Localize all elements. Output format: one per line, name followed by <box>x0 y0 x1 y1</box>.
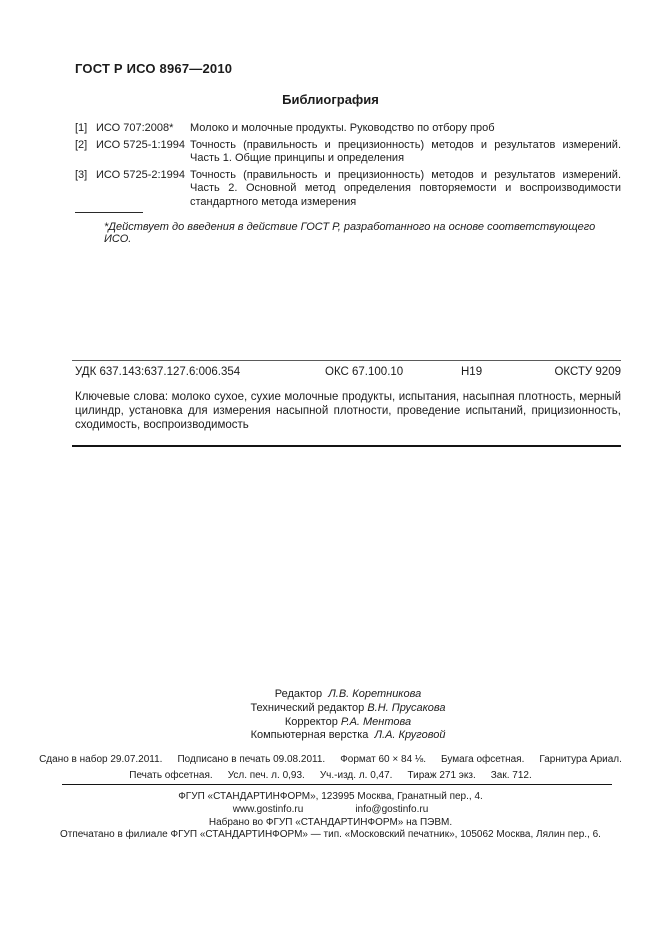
okstu-code: ОКСТУ 9209 <box>554 366 621 378</box>
colophon-divider <box>62 784 612 785</box>
entry-title: Молоко и молочные продукты. Руководство по отбору проб <box>190 122 495 134</box>
footnote-text: *Действует до введения в действие ГОСТ Р, разработанного на основе соответствующего ИСО. <box>104 221 596 245</box>
codes-divider <box>72 360 621 361</box>
bibliography-list <box>75 122 621 212</box>
imprint-publisher-sheets: Уч.-изд. л. 0,47. <box>319 770 393 781</box>
publisher-website: www.gostinfo.ru <box>232 803 304 815</box>
imprint-signed-date: Подписано в печать 09.08.2011. <box>177 754 326 765</box>
imprint-printed-sheets: Усл. печ. л. 0,93. <box>227 770 305 781</box>
section-title: Библиография <box>282 92 379 107</box>
imprint-typeface: Гарнитура Ариал. <box>539 754 622 765</box>
print-imprint-line1 <box>0 754 661 765</box>
imprint-print-method: Печать офсетная. <box>129 770 213 781</box>
imprint-paper: Бумага офсетная. <box>441 754 525 765</box>
entry-standard-code: ИСО 5725-1:1994 <box>96 138 185 151</box>
keywords-paragraph: Ключевые слова: молоко сухое, сухие молочные продукты, испытания, насыпная плотность, мерный цилиндр, установка для измерения насыпной плотности, проведение испытаний, прицизионность, сходимость, воспроизводимость <box>75 391 621 431</box>
imprint-typeset-date: Сдано в набор 29.07.2011. <box>39 754 163 765</box>
publisher-address: ФГУП «СТАНДАРТИНФОРМ», 123995 Москва, Гранатный пер., 4. <box>178 791 483 802</box>
entry-ref: [2] <box>75 138 88 151</box>
imprint-format: Формат 60 × 84 ⅛. <box>340 754 427 765</box>
imprint-circulation: Тираж 271 экз. <box>407 770 476 781</box>
publisher-printed-note: Отпечатано в филиале ФГУП «СТАНДАРТИНФОРМ» — тип. «Московский печатник», 105062 Москва, Лялин пер., 6. <box>60 829 601 841</box>
publisher-email: info@gostinfo.ru <box>355 803 429 815</box>
publisher-typeset-note: Набрано во ФГУП «СТАНДАРТИНФОРМ» на ПЭВМ. <box>208 816 453 828</box>
imprint-order-number: Зак. 712. <box>490 770 532 781</box>
staff-name: Р.А. Ментова <box>340 715 412 728</box>
footnote-rule <box>75 212 143 213</box>
staff-name: В.Н. Прусакова <box>367 701 446 714</box>
staff-line <box>75 716 621 730</box>
staff-role: Технический редактор <box>250 701 365 714</box>
staff-name: Л.А. Круговой <box>374 729 446 742</box>
print-imprint-line2 <box>0 770 661 781</box>
oks-code: ОКС 67.100.10 <box>325 366 404 378</box>
entry-ref: [3] <box>75 168 88 181</box>
staff-role: Редактор <box>274 688 323 700</box>
entry-title: Точность (правильность и прецизионность) методов и результатов измерений. Часть 2. Основной метод определения повторяемости и воспроизводимости стандартного метода измерения <box>190 168 621 208</box>
staff-role: Компьютерная верстка <box>250 729 369 742</box>
staff-name: Л.В. Коретникова <box>328 688 422 700</box>
staff-line <box>75 729 621 743</box>
staff-credits <box>75 688 621 743</box>
section-divider <box>72 445 621 447</box>
staff-line <box>75 702 621 716</box>
entry-standard-code: ИСО 707:2008* <box>96 122 174 134</box>
entry-title: Точность (правильность и прецизионность) методов и результатов измерений. Часть 1. Общие принципы и определения <box>190 138 621 164</box>
staff-line <box>75 688 621 702</box>
bibliography-entry <box>75 169 621 210</box>
doc-code: ГОСТ Р ИСО 8967—2010 <box>75 61 233 76</box>
publisher-block <box>0 791 661 842</box>
bibliography-entry <box>75 122 621 136</box>
entry-ref: [1] <box>75 122 88 134</box>
print-imprint <box>0 754 661 786</box>
n-code: Н19 <box>461 366 483 378</box>
bibliography-entry <box>75 139 621 166</box>
publisher-contacts <box>0 804 661 817</box>
staff-role: Корректор <box>284 715 338 728</box>
entry-standard-code: ИСО 5725-2:1994 <box>96 168 185 181</box>
udk-code: УДК 637.143:637.127.6:006.354 <box>75 366 241 378</box>
classification-codes-row <box>75 366 621 380</box>
